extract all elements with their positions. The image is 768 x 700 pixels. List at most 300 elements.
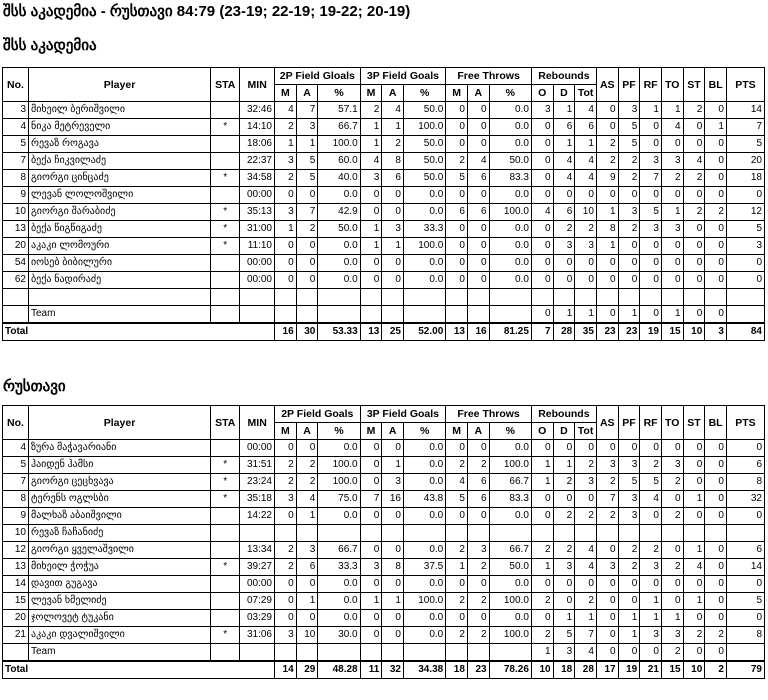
- stat-fg2m: 2: [275, 559, 297, 576]
- stat-st: 1: [683, 593, 705, 610]
- stat-fta: 0: [467, 508, 489, 525]
- stat-pts: 5: [726, 593, 764, 610]
- stat-fg2m: 3: [275, 627, 297, 644]
- minutes: 39:27: [240, 559, 275, 576]
- player-name: დავით გუგავა: [29, 576, 211, 593]
- stat-fta: 6: [467, 491, 489, 508]
- stat-fta: 0: [467, 272, 489, 289]
- stat-bl: 0: [705, 440, 727, 457]
- total-row: [3, 661, 765, 679]
- player-name: გიორგი ცეცხვავა: [29, 474, 211, 491]
- player-name: რევაზ ჩაჩანიძე: [29, 525, 211, 542]
- starter-mark: [211, 136, 240, 153]
- stat-to: 2: [661, 508, 683, 525]
- stat-pf: 2: [618, 153, 640, 170]
- player-name: ლევან ლოლოშვილი: [29, 187, 211, 204]
- stat-fg3m: 0: [360, 542, 382, 559]
- stat-tot: 0: [575, 440, 597, 457]
- stat-fg3m: 3: [360, 170, 382, 187]
- stat-ftp: 0.0: [489, 119, 531, 136]
- stat-fg2m: 0: [275, 440, 297, 457]
- stat-ftm: 2: [446, 153, 468, 170]
- player-number: 62: [3, 272, 29, 289]
- stat-d: 1: [553, 306, 575, 324]
- stat-fg3m: 7: [360, 491, 382, 508]
- stat-o: 0: [531, 272, 553, 289]
- stat-ftm: [446, 644, 468, 662]
- total-fta: 16: [467, 323, 489, 341]
- stat-tot: 7: [575, 627, 597, 644]
- stat-fg3p: 0.0: [403, 508, 445, 525]
- stat-bl: 0: [705, 542, 727, 559]
- stat-fg3p: 100.0: [403, 238, 445, 255]
- stat-st: 2: [683, 204, 705, 221]
- stat-fta: 0: [467, 255, 489, 272]
- total-fg2m: 16: [275, 323, 297, 341]
- stat-fg3m: 0: [360, 576, 382, 593]
- stat-fg2a: 6: [296, 559, 318, 576]
- player-name: ტერენს ოგლსბი: [29, 491, 211, 508]
- stat-st: 0: [683, 238, 705, 255]
- col-header-pf: PF: [618, 68, 640, 102]
- stat-rf: 0: [640, 440, 662, 457]
- stat-fg2p: 0.0: [318, 576, 360, 593]
- stat-to: 0: [661, 593, 683, 610]
- stat-fg3m: 0: [360, 610, 382, 627]
- stat-rf: 2: [640, 542, 662, 559]
- stat-st: [683, 525, 705, 542]
- col-subheader-a: A: [382, 85, 404, 102]
- stat-bl: [705, 289, 727, 306]
- stat-fg3p: 0.0: [403, 187, 445, 204]
- stat-pts: [726, 644, 764, 662]
- stat-ftp: [489, 306, 531, 324]
- player-name: ლევან ხმელიძე: [29, 593, 211, 610]
- starter-mark: *: [211, 204, 240, 221]
- player-row: [3, 525, 765, 542]
- minutes: 22:37: [240, 153, 275, 170]
- stat-fg2p: 50.0: [318, 221, 360, 238]
- player-number: [3, 306, 29, 324]
- stat-o: [531, 525, 553, 542]
- stat-fg3a: 1: [382, 593, 404, 610]
- stat-as: 2: [596, 153, 618, 170]
- stat-ftm: 0: [446, 576, 468, 593]
- player-row: [3, 576, 765, 593]
- player-number: 10: [3, 525, 29, 542]
- stat-d: 6: [553, 119, 575, 136]
- stat-fg2p: [318, 289, 360, 306]
- stat-bl: 0: [705, 610, 727, 627]
- stat-as: 8: [596, 221, 618, 238]
- stat-fg2m: 0: [275, 255, 297, 272]
- stat-fg3p: 100.0: [403, 119, 445, 136]
- stat-ftm: 6: [446, 204, 468, 221]
- stat-to: 2: [661, 170, 683, 187]
- stat-fg2a: 0: [296, 272, 318, 289]
- starter-mark: [211, 272, 240, 289]
- stat-o: [531, 289, 553, 306]
- stat-pf: [618, 525, 640, 542]
- stat-pts: 8: [726, 474, 764, 491]
- stat-fg3m: 0: [360, 457, 382, 474]
- minutes: 18:06: [240, 136, 275, 153]
- stat-fg3a: 0: [382, 576, 404, 593]
- total-o: 10: [531, 661, 553, 679]
- stat-pf: 0: [618, 440, 640, 457]
- stat-fg3a: 0: [382, 542, 404, 559]
- stat-fta: 0: [467, 576, 489, 593]
- player-name: ბექა ნადირაძე: [29, 272, 211, 289]
- minutes: 23:24: [240, 474, 275, 491]
- stat-d: 1: [553, 610, 575, 627]
- stat-fta: 0: [467, 238, 489, 255]
- stat-fta: 0: [467, 221, 489, 238]
- col-subheader-a: A: [467, 423, 489, 440]
- stat-fg2p: 57.1: [318, 102, 360, 119]
- stat-d: 3: [553, 238, 575, 255]
- minutes: [240, 525, 275, 542]
- stat-fg2p: 66.7: [318, 542, 360, 559]
- starter-mark: *: [211, 457, 240, 474]
- minutes: 34:58: [240, 170, 275, 187]
- stat-tot: 1: [575, 136, 597, 153]
- stat-fg2m: 0: [275, 576, 297, 593]
- stat-fg3a: [382, 644, 404, 662]
- stat-o: 1: [531, 474, 553, 491]
- starter-mark: [211, 610, 240, 627]
- box-score-table-team-1: [2, 67, 765, 341]
- stat-d: 1: [553, 102, 575, 119]
- stat-pts: 14: [726, 559, 764, 576]
- stat-pts: 0: [726, 187, 764, 204]
- stat-fta: [467, 644, 489, 662]
- stat-o: 0: [531, 440, 553, 457]
- stat-pf: 1: [618, 610, 640, 627]
- stat-tot: 4: [575, 644, 597, 662]
- stat-fg3p: 50.0: [403, 153, 445, 170]
- stat-fg2p: 33.3: [318, 559, 360, 576]
- stat-d: 0: [553, 255, 575, 272]
- stat-fg2m: 0: [275, 508, 297, 525]
- stat-pf: 1: [618, 306, 640, 324]
- stat-bl: 0: [705, 170, 727, 187]
- stat-bl: 0: [705, 136, 727, 153]
- stat-bl: 2: [705, 204, 727, 221]
- stat-d: 3: [553, 644, 575, 662]
- stat-rf: 3: [640, 627, 662, 644]
- player-row: [3, 170, 765, 187]
- stat-bl: 0: [705, 559, 727, 576]
- stat-ftm: 0: [446, 255, 468, 272]
- minutes: 00:00: [240, 272, 275, 289]
- stat-fg3m: [360, 644, 382, 662]
- stat-pf: 2: [618, 542, 640, 559]
- player-row: [3, 542, 765, 559]
- stat-ftp: 0.0: [489, 136, 531, 153]
- stat-to: 3: [661, 627, 683, 644]
- player-name: რევაზ როგავა: [29, 136, 211, 153]
- stat-fg2p: 0.0: [318, 238, 360, 255]
- stat-ftp: 0.0: [489, 102, 531, 119]
- stat-as: 0: [596, 610, 618, 627]
- stat-ftm: 2: [446, 542, 468, 559]
- stat-ftp: 100.0: [489, 627, 531, 644]
- stat-o: 3: [531, 102, 553, 119]
- stat-fg2a: [296, 644, 318, 662]
- stat-st: 0: [683, 440, 705, 457]
- stat-st: 0: [683, 272, 705, 289]
- total-fg2p: 53.33: [318, 323, 360, 341]
- stat-pts: 0: [726, 440, 764, 457]
- stat-d: 0: [553, 272, 575, 289]
- stat-ftm: 0: [446, 440, 468, 457]
- total-rf: 19: [640, 323, 662, 341]
- stat-pts: 12: [726, 204, 764, 221]
- stat-tot: 2: [575, 221, 597, 238]
- stat-as: 0: [596, 306, 618, 324]
- stat-as: 3: [596, 457, 618, 474]
- total-pts: 84: [726, 323, 764, 341]
- stat-o: 0: [531, 153, 553, 170]
- stat-fg2p: 30.0: [318, 627, 360, 644]
- stat-rf: 3: [640, 221, 662, 238]
- stat-ftm: [446, 525, 468, 542]
- stat-fg3p: 33.3: [403, 221, 445, 238]
- player-name: გიორგი შარაბიძე: [29, 204, 211, 221]
- stat-fg3a: 0: [382, 204, 404, 221]
- stat-rf: 0: [640, 119, 662, 136]
- stat-fg3a: 1: [382, 119, 404, 136]
- col-header-sta: STA: [211, 406, 240, 440]
- stat-bl: 0: [705, 255, 727, 272]
- player-row: [3, 238, 765, 255]
- stat-fg3m: 0: [360, 627, 382, 644]
- stat-fg3m: 0: [360, 508, 382, 525]
- stat-to: 1: [661, 204, 683, 221]
- stat-st: 0: [683, 474, 705, 491]
- stat-fg3a: 1: [382, 238, 404, 255]
- total-tot: 35: [575, 323, 597, 341]
- stat-o: 4: [531, 204, 553, 221]
- stat-fg2p: 42.9: [318, 204, 360, 221]
- starter-mark: [211, 525, 240, 542]
- stat-o: 0: [531, 491, 553, 508]
- stat-fg2p: 0.0: [318, 610, 360, 627]
- stat-fg3a: 4: [382, 102, 404, 119]
- col-subheader-m: M: [275, 423, 297, 440]
- stat-fg2a: 10: [296, 627, 318, 644]
- stat-fg2a: 2: [296, 457, 318, 474]
- stat-ftp: 50.0: [489, 153, 531, 170]
- col-header-no: No.: [3, 68, 29, 102]
- total-as: 17: [596, 661, 618, 679]
- stat-fg3m: 1: [360, 136, 382, 153]
- stat-st: [683, 289, 705, 306]
- stat-pf: 0: [618, 576, 640, 593]
- total-to: 15: [661, 661, 683, 679]
- player-number: 9: [3, 508, 29, 525]
- total-row: [3, 323, 765, 341]
- stat-to: 0: [661, 576, 683, 593]
- stat-rf: [640, 525, 662, 542]
- stat-ftp: 0.0: [489, 508, 531, 525]
- stat-ftm: 0: [446, 221, 468, 238]
- stat-fg3p: 37.5: [403, 559, 445, 576]
- stat-pf: 0: [618, 644, 640, 662]
- total-pf: 23: [618, 323, 640, 341]
- starter-mark: *: [211, 559, 240, 576]
- stat-ftm: [446, 306, 468, 324]
- player-row: [3, 559, 765, 576]
- stat-fg3m: 0: [360, 474, 382, 491]
- total-fg3m: 13: [360, 323, 382, 341]
- player-name: იოსებ ბიბილური: [29, 255, 211, 272]
- col-header-3p: 3P Field Goals: [360, 406, 446, 423]
- total-as: 23: [596, 323, 618, 341]
- stat-fta: 6: [467, 204, 489, 221]
- stat-fg2a: 1: [296, 508, 318, 525]
- stat-pts: 6: [726, 457, 764, 474]
- stat-o: 0: [531, 136, 553, 153]
- stat-fg3a: 0: [382, 508, 404, 525]
- player-number: [3, 289, 29, 306]
- minutes: 00:00: [240, 440, 275, 457]
- col-subheader-pct: %: [403, 85, 445, 102]
- stat-fg2a: 7: [296, 102, 318, 119]
- player-name: მიხეილ ბერიშვილი: [29, 102, 211, 119]
- stat-fg2a: 0: [296, 610, 318, 627]
- stat-o: 0: [531, 119, 553, 136]
- total-fg3p: 34.38: [403, 661, 445, 679]
- stat-ftp: 0.0: [489, 187, 531, 204]
- col-subheader-pct: %: [403, 423, 445, 440]
- stat-ftp: 0.0: [489, 238, 531, 255]
- stat-tot: 2: [575, 593, 597, 610]
- col-header-min: MIN: [240, 406, 275, 440]
- col-subheader-a: A: [296, 423, 318, 440]
- stat-rf: 7: [640, 170, 662, 187]
- col-header-rf: RF: [640, 406, 662, 440]
- stat-o: 0: [531, 238, 553, 255]
- stat-fg3m: 4: [360, 153, 382, 170]
- minutes: [240, 306, 275, 324]
- minutes: 32:46: [240, 102, 275, 119]
- stat-d: 1: [553, 136, 575, 153]
- minutes: 31:00: [240, 221, 275, 238]
- player-name: ბექა წიგწიგაძე: [29, 221, 211, 238]
- stat-pts: 0: [726, 610, 764, 627]
- stat-ftm: 5: [446, 170, 468, 187]
- stat-rf: 0: [640, 136, 662, 153]
- stat-st: 0: [683, 457, 705, 474]
- minutes: 07:29: [240, 593, 275, 610]
- total-pts: 79: [726, 661, 764, 679]
- stat-fg3p: [403, 306, 445, 324]
- stat-fg3m: 2: [360, 102, 382, 119]
- stat-rf: 3: [640, 559, 662, 576]
- player-row: [3, 474, 765, 491]
- starter-mark: *: [211, 474, 240, 491]
- stat-fg2m: [275, 644, 297, 662]
- stat-pts: 20: [726, 153, 764, 170]
- stat-fg2m: 2: [275, 119, 297, 136]
- player-row: [3, 593, 765, 610]
- stat-st: 0: [683, 306, 705, 324]
- stat-fta: 0: [467, 102, 489, 119]
- stat-fg3m: 0: [360, 440, 382, 457]
- stat-pts: 14: [726, 102, 764, 119]
- stat-ftm: 0: [446, 610, 468, 627]
- stat-tot: 3: [575, 474, 597, 491]
- stat-fg2a: 2: [296, 474, 318, 491]
- stat-fg3m: [360, 289, 382, 306]
- stat-bl: 0: [705, 306, 727, 324]
- stat-ftp: 50.0: [489, 559, 531, 576]
- player-number: 4: [3, 119, 29, 136]
- total-st: 10: [683, 323, 705, 341]
- player-row: [3, 306, 765, 324]
- team-1-name: შსს აკადემია: [3, 37, 97, 54]
- stat-pts: 18: [726, 170, 764, 187]
- stat-tot: 0: [575, 272, 597, 289]
- header-row: [3, 406, 765, 423]
- col-header-st: ST: [683, 406, 705, 440]
- player-row: [3, 644, 765, 662]
- stat-o: 0: [531, 508, 553, 525]
- stat-ftp: 83.3: [489, 170, 531, 187]
- stat-pf: 3: [618, 204, 640, 221]
- stat-pts: [726, 306, 764, 324]
- stat-rf: 5: [640, 204, 662, 221]
- stat-pf: 2: [618, 170, 640, 187]
- stat-ftm: 0: [446, 187, 468, 204]
- col-header-2p: 2P Field Gloals: [275, 68, 361, 85]
- stat-fg2a: 3: [296, 542, 318, 559]
- player-name: ზურა მაჭავარიანი: [29, 440, 211, 457]
- stat-fta: [467, 525, 489, 542]
- stat-fg3p: 0.0: [403, 576, 445, 593]
- stat-fg3p: [403, 289, 445, 306]
- stat-to: 2: [661, 644, 683, 662]
- stat-fg3a: 0: [382, 255, 404, 272]
- stat-tot: 1: [575, 610, 597, 627]
- col-header-pf: PF: [618, 406, 640, 440]
- player-name: მალხაზ აბაიშვილი: [29, 508, 211, 525]
- stat-st: 2: [683, 170, 705, 187]
- stat-as: 0: [596, 593, 618, 610]
- stat-fg2a: 0: [296, 440, 318, 457]
- col-header-bl: BL: [705, 68, 727, 102]
- stat-bl: 0: [705, 508, 727, 525]
- stat-pts: 6: [726, 542, 764, 559]
- stat-fg3p: 0.0: [403, 610, 445, 627]
- starter-mark: [211, 255, 240, 272]
- stat-to: 1: [661, 610, 683, 627]
- stat-d: 0: [553, 576, 575, 593]
- player-row: [3, 491, 765, 508]
- stat-ftp: 0.0: [489, 576, 531, 593]
- stat-fg3p: 43.8: [403, 491, 445, 508]
- starter-mark: [211, 508, 240, 525]
- stat-fg2m: 0: [275, 187, 297, 204]
- player-row: [3, 153, 765, 170]
- stat-fg2a: 5: [296, 153, 318, 170]
- stat-d: 6: [553, 204, 575, 221]
- starter-mark: [211, 644, 240, 662]
- stat-ftp: 66.7: [489, 474, 531, 491]
- stat-tot: 10: [575, 204, 597, 221]
